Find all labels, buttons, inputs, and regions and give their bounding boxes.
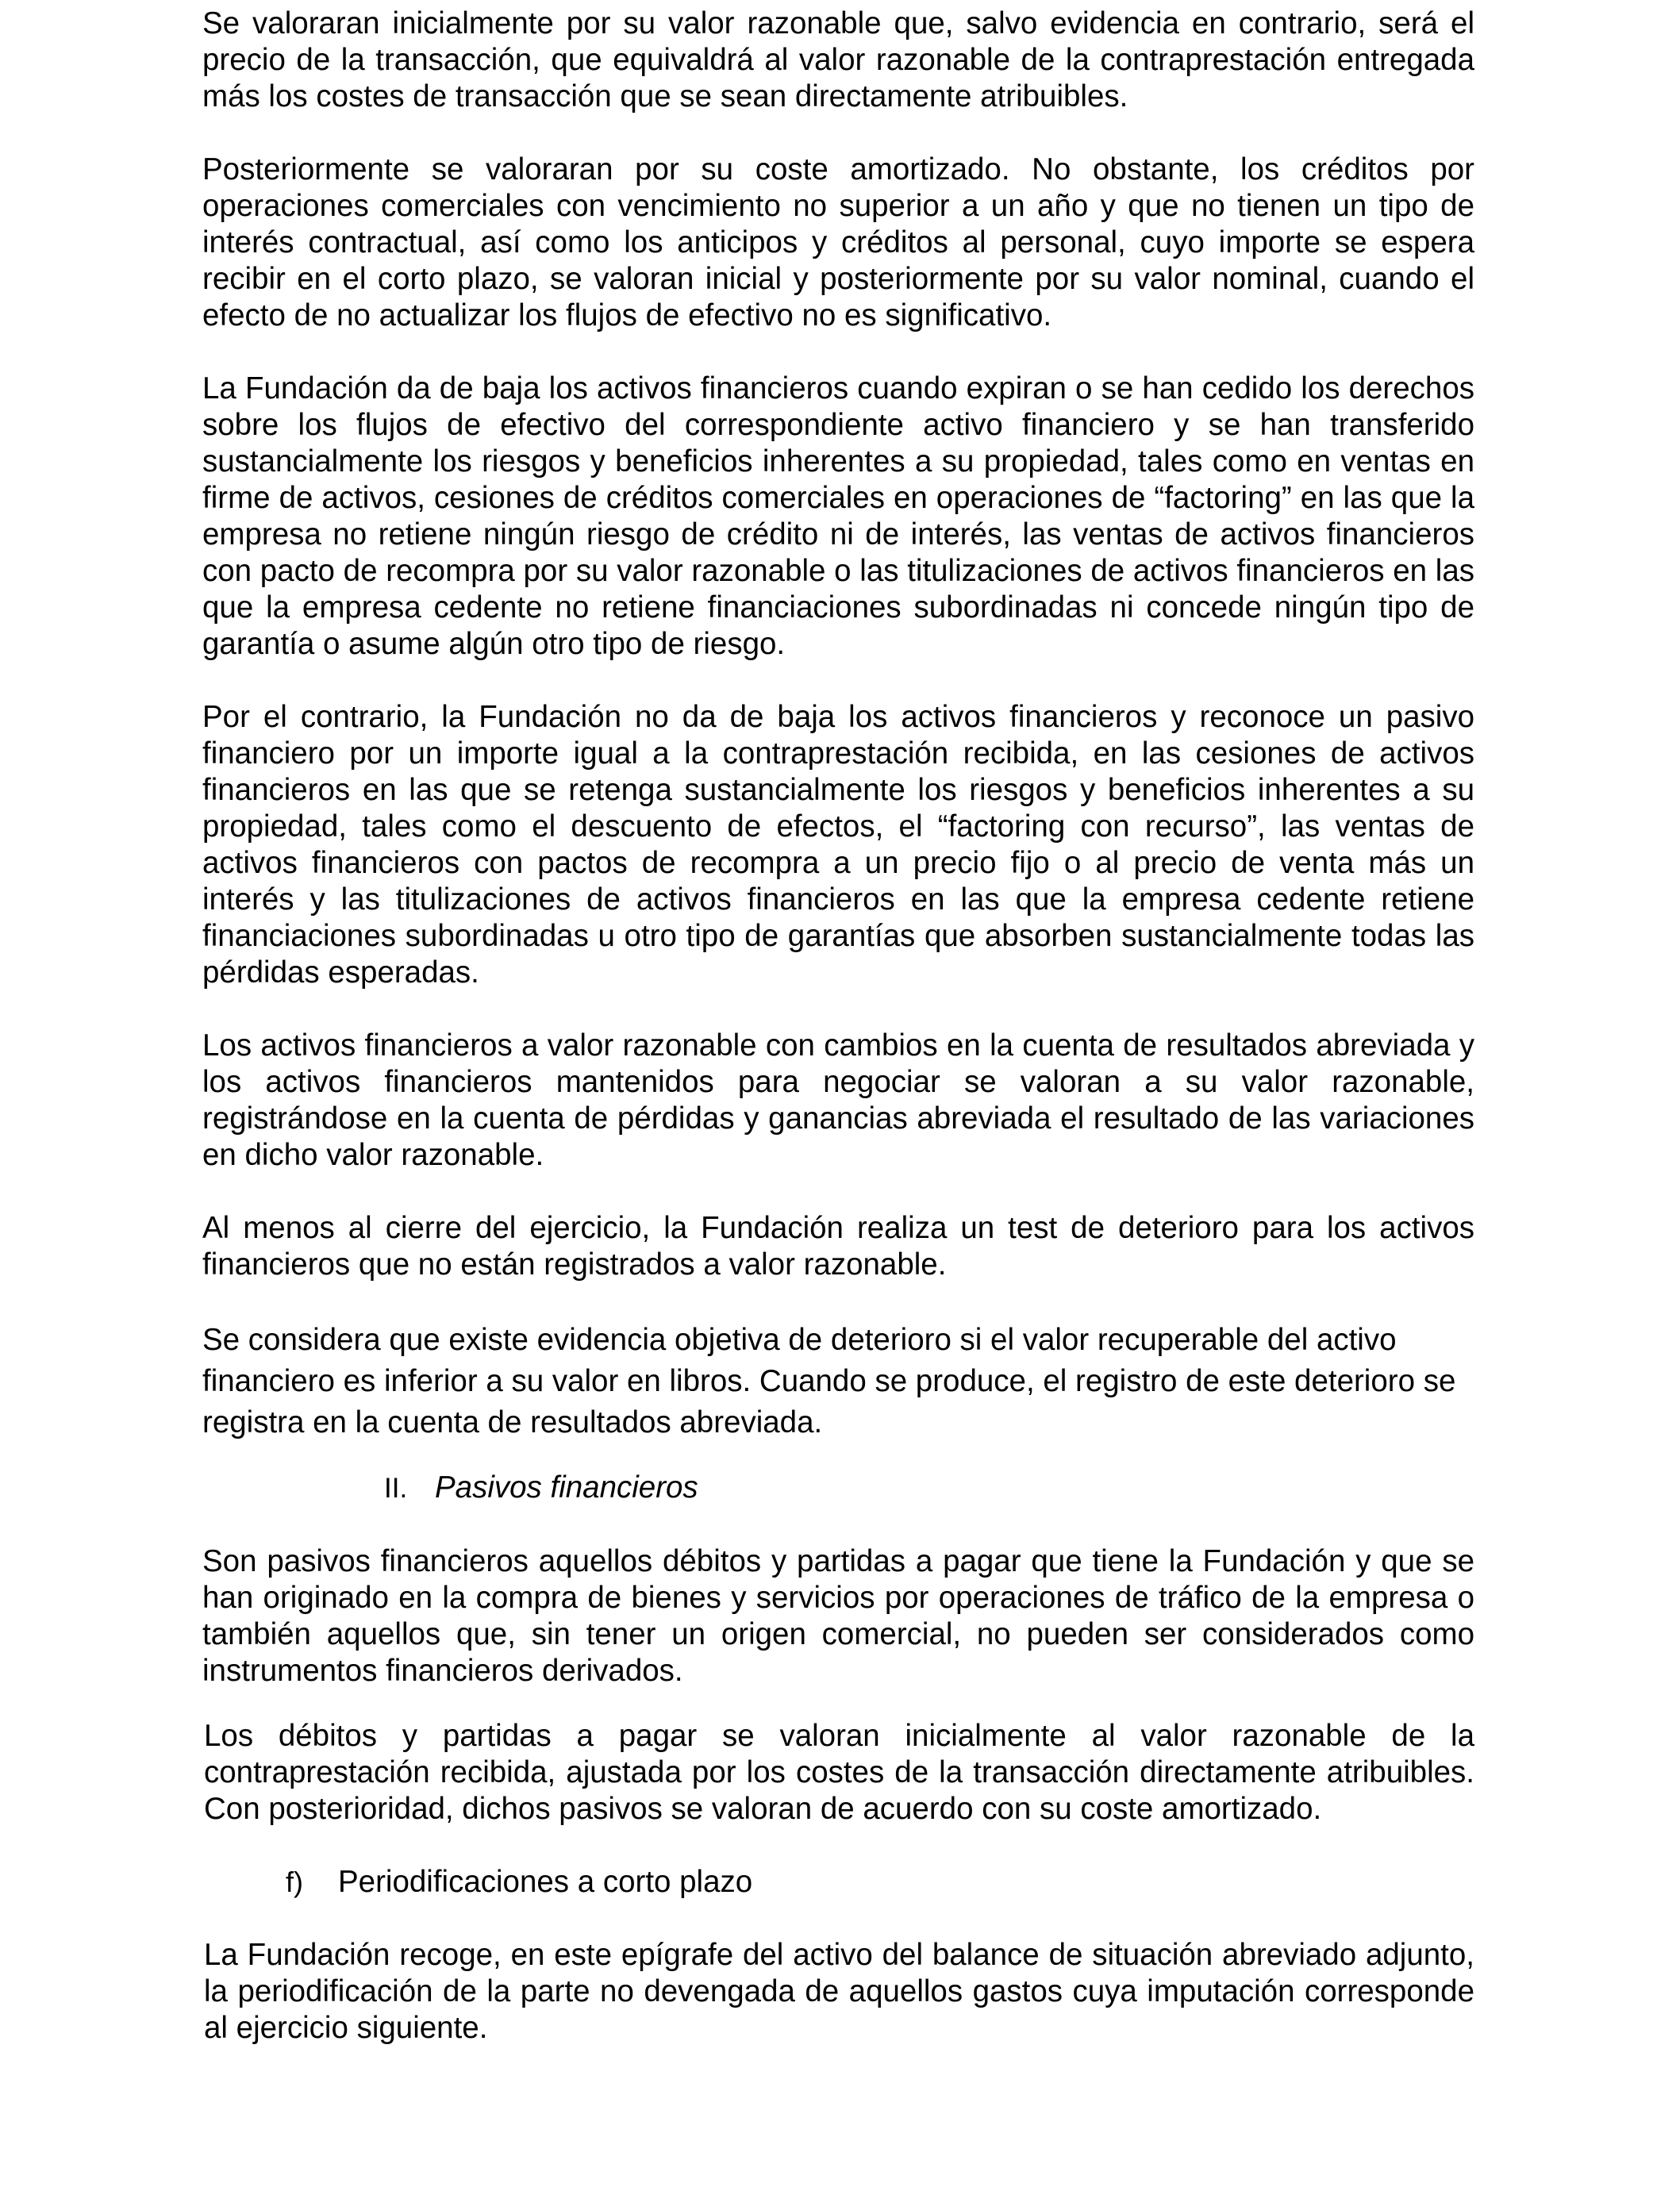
- section-heading-pasivos: [384, 1470, 1474, 1507]
- paragraph-valoracion-inicial: Se valoraran inicialmente por su valor razonable que, salvo evidencia en contrario, será el precio de la transacción, que equivaldrá al valor razonable de la contraprestación entregada más los costes de transacción que se sean directamente atribuibles.: [202, 6, 1474, 113]
- paragraph-evidencia-deterioro: Se considera que existe evidencia objetiva de deterioro si el valor recuperable del activo financiero es inferior a su valor en libros. Cuando se produce, el registro de este deterioro se registra en la cuenta de resultados abreviada.: [202, 1323, 1456, 1439]
- section-title: Periodificaciones a corto plazo: [338, 1865, 753, 1899]
- paragraph-no-baja-activos: Por el contrario, la Fundación no da de baja los activos financieros y reconoce un pasivo financiero por un importe igual a la contraprestación recibida, en las cesiones de activos financieros en las que se retenga sustancialmente los riesgos y beneficios inherentes a su propiedad, tales como el descuento de efectos, el “factoring con recurso”, las ventas de activos financieros con pactos de recompra a un precio fijo o al precio de venta más un interés y las titulizaciones de activos financieros en las que la empresa cedente retiene financiaciones subordinadas u otro tipo de garantías que absorben sustancialmente todas las pérdidas esperadas.: [202, 700, 1474, 990]
- paragraph-coste-amortizado: Posteriormente se valoraran por su coste amortizado. No obstante, los créditos por operaciones comerciales con vencimiento no superior a un año y que no tienen un tipo de interés contractual, así como los anticipos y créditos al personal, cuyo importe se espera recibir en el corto plazo, se valoran inicial y posteriormente por su valor nominal, cuando el efecto de no actualizar los flujos de efectivo no es significativo.: [202, 152, 1474, 332]
- section-title: Pasivos financieros: [435, 1470, 698, 1505]
- paragraph-debitos-valoracion: Los débitos y partidas a pagar se valoran inicialmente al valor razonable de la contraprestación recibida, ajustada por los costes de la transacción directamente atribuibles. Con posterioridad, dichos pasivos se valoran de acuerdo con su coste amortizado.: [204, 1719, 1474, 1826]
- section-heading-periodificaciones: [286, 1864, 1474, 1901]
- section-number: f): [286, 1866, 303, 1898]
- section-number: II.: [384, 1473, 408, 1504]
- document-body: [202, 0, 1474, 2047]
- paragraph-valor-razonable: Los activos financieros a valor razonable con cambios en la cuenta de resultados abreviada y los activos financieros mantenidos para negociar se valoran a su valor razonable, registrándose en la cuenta de pérdidas y ganancias abreviada el resultado de las variaciones en dicho valor razonable.: [202, 1028, 1474, 1172]
- paragraph-periodificaciones: La Fundación recoge, en este epígrafe del activo del balance de situación abreviado adjunto, la periodificación de la parte no devengada de aquellos gastos cuya imputación corresponde al ejercicio siguiente.: [204, 1938, 1474, 2045]
- paragraph-baja-activos: La Fundación da de baja los activos financieros cuando expiran o se han cedido los derechos sobre los flujos de efectivo del correspondiente activo financiero y se han transferido sustancialmente los riesgos y beneficios inherentes a su propiedad, tales como en ventas en firme de activos, cesiones de créditos comerciales en operaciones de “factoring” en las que la empresa no retiene ningún riesgo de crédito ni de interés, las ventas de activos financieros con pacto de recompra por su valor razonable o las titulizaciones de activos financieros en las que la empresa cedente no retiene financiaciones subordinadas ni concede ningún tipo de garantía o asume algún otro tipo de riesgo.: [202, 371, 1474, 661]
- paragraph-test-deterioro: Al menos al cierre del ejercicio, la Fundación realiza un test de deterioro para los activos financieros que no están registrados a valor razonable.: [202, 1211, 1474, 1282]
- paragraph-pasivos-definicion: Son pasivos financieros aquellos débitos y partidas a pagar que tiene la Fundación y que se han originado en la compra de bienes y servicios por operaciones de tráfico de la empresa o también aquellos que, sin tener un origen comercial, no pueden ser considerados como instrumentos financieros derivados.: [202, 1544, 1474, 1688]
